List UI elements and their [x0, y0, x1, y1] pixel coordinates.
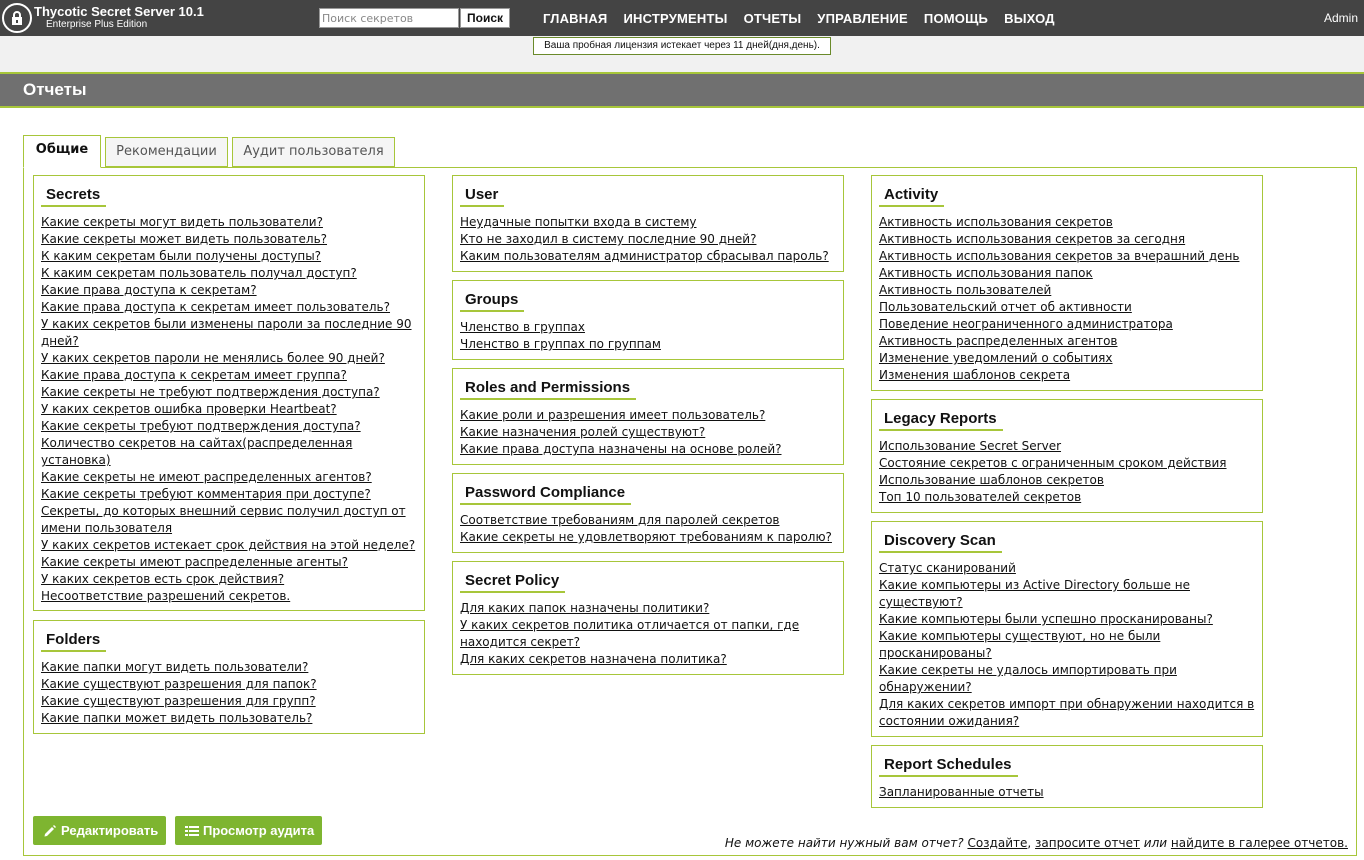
create-report-link[interactable]: Создайте	[967, 836, 1028, 850]
report-link[interactable]: Какие секреты не удалось импортировать при обнаружении?	[879, 663, 1177, 694]
report-link[interactable]: Какие папки могут видеть пользователи?	[41, 660, 309, 674]
list-item	[879, 350, 1255, 367]
app-name: Thycotic Secret Server 10.1	[34, 4, 204, 19]
section-title: Report Schedules	[879, 756, 1018, 777]
section-activity	[871, 175, 1263, 391]
section-report-schedules	[871, 745, 1263, 808]
section-discovery-scan	[871, 521, 1263, 737]
section-roles	[452, 368, 844, 465]
list-item	[879, 611, 1255, 628]
report-link[interactable]: Для каких секретов импорт при обнаружении находится в состоянии ожидания?	[879, 697, 1255, 728]
report-link[interactable]: У каких секретов пароли не менялись более 90 дней?	[41, 351, 385, 365]
list-item	[460, 600, 836, 617]
tab-user-audit[interactable]: Аудит пользователя	[232, 137, 395, 167]
list-item	[879, 265, 1255, 282]
list-item	[41, 588, 417, 605]
section-title: Discovery Scan	[879, 532, 1002, 553]
section-secrets	[33, 175, 425, 611]
list-item	[879, 489, 1255, 506]
edit-button-label: Редактировать	[61, 823, 159, 838]
list-item	[41, 316, 417, 350]
report-link[interactable]: Какие права доступа к секретам имеет пользователь?	[41, 300, 391, 314]
list-item	[879, 577, 1255, 611]
page-title: Отчеты	[23, 80, 87, 99]
list-item	[460, 617, 836, 651]
list-item	[879, 282, 1255, 299]
nav-tools[interactable]: ИНСТРУМЕНТЫ	[623, 11, 728, 26]
list-item	[41, 265, 417, 282]
report-link[interactable]: Изменения шаблонов секрета	[879, 368, 1071, 382]
nav-home[interactable]: ГЛАВНАЯ	[543, 11, 608, 26]
report-link[interactable]: Несоответствие разрешений секретов.	[41, 589, 291, 603]
page-title-bar	[0, 72, 1364, 108]
report-link[interactable]: Какие секреты может видеть пользователь?	[41, 232, 328, 246]
report-link[interactable]: Пользовательский отчет об активности	[879, 300, 1132, 314]
brand[interactable]	[34, 4, 204, 30]
report-link[interactable]: Топ 10 пользователей секретов	[879, 490, 1082, 504]
footer-separator: ,	[1027, 836, 1032, 850]
report-link[interactable]: Какие права доступа к секретам имеет группа?	[41, 368, 347, 382]
report-link[interactable]: Членство в группах	[460, 320, 585, 334]
section-password-compliance	[452, 473, 844, 553]
report-link[interactable]: Активность использования папок	[879, 266, 1093, 280]
section-user	[452, 175, 844, 272]
report-link[interactable]: Какие папки может видеть пользователь?	[41, 711, 313, 725]
nav-logout[interactable]: ВЫХОД	[1004, 11, 1055, 26]
list-item	[879, 784, 1255, 801]
report-link[interactable]: Кто не заходил в систему последние 90 дней?	[460, 232, 757, 246]
view-audit-button[interactable]	[175, 816, 322, 845]
list-item	[460, 319, 836, 336]
list-item	[41, 367, 417, 384]
section-title: Password Compliance	[460, 484, 631, 505]
report-link[interactable]: Изменение уведомлений о событиях	[879, 351, 1113, 365]
list-item	[879, 248, 1255, 265]
list-item	[460, 336, 836, 353]
list-item	[460, 231, 836, 248]
list-item	[41, 571, 417, 588]
footer-help	[725, 836, 1348, 850]
report-link[interactable]: Какие компьютеры из Active Directory больше не существуют?	[879, 578, 1190, 609]
report-link[interactable]: Для каких папок назначены политики?	[460, 601, 710, 615]
report-link[interactable]: Количество секретов на сайтах(распределенная установка)	[41, 436, 353, 467]
report-link[interactable]: Какие секреты требуют подтверждения доступа?	[41, 419, 361, 433]
report-link[interactable]: Состояние секретов с ограниченным сроком действия	[879, 456, 1227, 470]
list-item	[879, 472, 1255, 489]
list-item	[879, 438, 1255, 455]
list-item	[879, 333, 1255, 350]
report-link[interactable]: Активность использования секретов	[879, 215, 1113, 229]
search-button[interactable]: Поиск	[460, 8, 510, 28]
list-item	[41, 537, 417, 554]
footer-or: или	[1143, 836, 1168, 850]
report-link[interactable]: Секреты, до которых внешний сервис получил доступ от имени пользователя	[41, 504, 406, 535]
list-item	[41, 401, 417, 418]
list-item	[41, 676, 417, 693]
list-item	[460, 248, 836, 265]
list-item	[879, 628, 1255, 662]
report-link[interactable]: Поведение неограниченного администратора	[879, 317, 1173, 331]
report-link[interactable]: У каких секретов истекает срок действия на этой неделе?	[41, 538, 416, 552]
request-report-link[interactable]: запросите отчет	[1035, 836, 1140, 850]
list-item	[41, 248, 417, 265]
list-item	[460, 651, 836, 668]
list-icon	[185, 824, 199, 838]
app-edition: Enterprise Plus Edition	[46, 19, 148, 30]
list-item	[41, 350, 417, 367]
report-link[interactable]: Активность использования секретов за вчерашний день	[879, 249, 1240, 263]
report-link[interactable]: Соответствие требованиям для паролей секретов	[460, 513, 780, 527]
list-item	[460, 512, 836, 529]
list-item	[460, 441, 836, 458]
list-item	[41, 469, 417, 486]
list-item	[879, 455, 1255, 472]
report-link[interactable]: Какие секреты не удовлетворяют требованиям к паролю?	[460, 530, 832, 544]
report-link[interactable]: Какие права доступа к секретам?	[41, 283, 257, 297]
nav-help[interactable]: ПОМОЩЬ	[923, 11, 989, 26]
report-link[interactable]: Какие существуют разрешения для групп?	[41, 694, 316, 708]
report-link[interactable]: Какие права доступа назначены на основе ролей?	[460, 442, 782, 456]
report-link[interactable]: Какие назначения ролей существуют?	[460, 425, 706, 439]
top-navbar	[0, 0, 1364, 36]
report-link[interactable]: У каких секретов есть срок действия?	[41, 572, 285, 586]
list-item	[879, 662, 1255, 696]
report-link[interactable]: Активность распределенных агентов	[879, 334, 1118, 348]
section-secret-policy	[452, 561, 844, 675]
list-item	[41, 282, 417, 299]
section-legacy-reports	[871, 399, 1263, 513]
report-link[interactable]: Какие секреты требуют комментария при доступе?	[41, 487, 371, 501]
list-item	[41, 418, 417, 435]
section-title: Legacy Reports	[879, 410, 1003, 431]
list-item	[460, 214, 836, 231]
section-title: Roles and Permissions	[460, 379, 636, 400]
list-item	[41, 214, 417, 231]
report-link[interactable]: Какие секреты имеют распределенные агенты?	[41, 555, 348, 569]
report-link[interactable]: Запланированные отчеты	[879, 785, 1044, 799]
report-link[interactable]: Членство в группах по группам	[460, 337, 661, 351]
list-item	[41, 693, 417, 710]
lock-logo-icon[interactable]	[2, 3, 32, 33]
section-title: Groups	[460, 291, 524, 312]
section-folders	[33, 620, 425, 734]
report-gallery-link[interactable]: найдите в галерее отчетов.	[1170, 836, 1348, 850]
list-item	[41, 503, 417, 537]
section-title: Secret Policy	[460, 572, 565, 593]
license-notice: Ваша пробная лицензия истекает через 11 дней(дня,день).	[533, 37, 831, 55]
list-item	[879, 696, 1255, 730]
footer-prefix: Не можете найти нужный вам отчет?	[724, 836, 964, 850]
nav-admin[interactable]: УПРАВЛЕНИЕ	[817, 11, 908, 26]
edit-button[interactable]	[33, 816, 166, 845]
report-link[interactable]: У каких секретов были изменены пароли за последние 90 дней?	[41, 317, 412, 348]
report-link[interactable]: К каким секретам пользователь получал доступ?	[41, 266, 357, 280]
list-item	[41, 435, 417, 469]
report-link[interactable]: Какие компьютеры существуют, но не были просканированы?	[879, 629, 1161, 660]
report-link[interactable]: Каким пользователям администратор сбрасывал пароль?	[460, 249, 829, 263]
report-link[interactable]: У каких секретов политика отличается от папки, где находится секрет?	[460, 618, 800, 649]
main-nav	[543, 11, 1055, 26]
report-link[interactable]: Какие компьютеры были успешно просканированы?	[879, 612, 1213, 626]
list-item	[41, 299, 417, 316]
report-link[interactable]: Какие секреты не имеют распределенных агентов?	[41, 470, 372, 484]
report-link[interactable]: К каким секретам были получены доступы?	[41, 249, 322, 263]
user-menu[interactable]: Admin	[1323, 11, 1358, 25]
report-link[interactable]: Использование шаблонов секретов	[879, 473, 1104, 487]
list-item	[879, 560, 1255, 577]
list-item	[879, 214, 1255, 231]
report-link[interactable]: Какие роли и разрешения имеет пользователь?	[460, 408, 766, 422]
nav-reports[interactable]: ОТЧЕТЫ	[743, 11, 802, 26]
list-item	[41, 554, 417, 571]
list-item	[879, 231, 1255, 248]
tab-general[interactable]: Общие	[23, 135, 101, 168]
report-link[interactable]: Какие секреты могут видеть пользователи?	[41, 215, 323, 229]
report-link[interactable]: Для каких секретов назначена политика?	[460, 652, 727, 666]
list-item	[879, 367, 1255, 384]
list-item	[460, 424, 836, 441]
report-link[interactable]: Активность пользователей	[879, 283, 1052, 297]
view-audit-button-label: Просмотр аудита	[203, 823, 315, 838]
report-link[interactable]: Активность использования секретов за сегодня	[879, 232, 1186, 246]
section-title: User	[460, 186, 504, 207]
pencil-icon	[43, 824, 57, 838]
list-item	[41, 710, 417, 727]
section-title: Secrets	[41, 186, 106, 207]
list-item	[41, 231, 417, 248]
report-link[interactable]: Какие существуют разрешения для папок?	[41, 677, 317, 691]
list-item	[41, 384, 417, 401]
tab-recommendations[interactable]: Рекомендации	[105, 137, 228, 167]
list-item	[460, 407, 836, 424]
report-link[interactable]: У каких секретов ошибка проверки Heartbeat?	[41, 402, 337, 416]
section-groups	[452, 280, 844, 360]
list-item	[460, 529, 836, 546]
section-title: Activity	[879, 186, 944, 207]
list-item	[879, 299, 1255, 316]
report-link[interactable]: Статус сканирований	[879, 561, 1016, 575]
report-link[interactable]: Какие секреты не требуют подтверждения доступа?	[41, 385, 380, 399]
search-input[interactable]	[319, 8, 459, 28]
report-link[interactable]: Неудачные попытки входа в систему	[460, 215, 697, 229]
list-item	[41, 659, 417, 676]
section-title: Folders	[41, 631, 106, 652]
report-link[interactable]: Использование Secret Server	[879, 439, 1062, 453]
list-item	[879, 316, 1255, 333]
list-item	[41, 486, 417, 503]
